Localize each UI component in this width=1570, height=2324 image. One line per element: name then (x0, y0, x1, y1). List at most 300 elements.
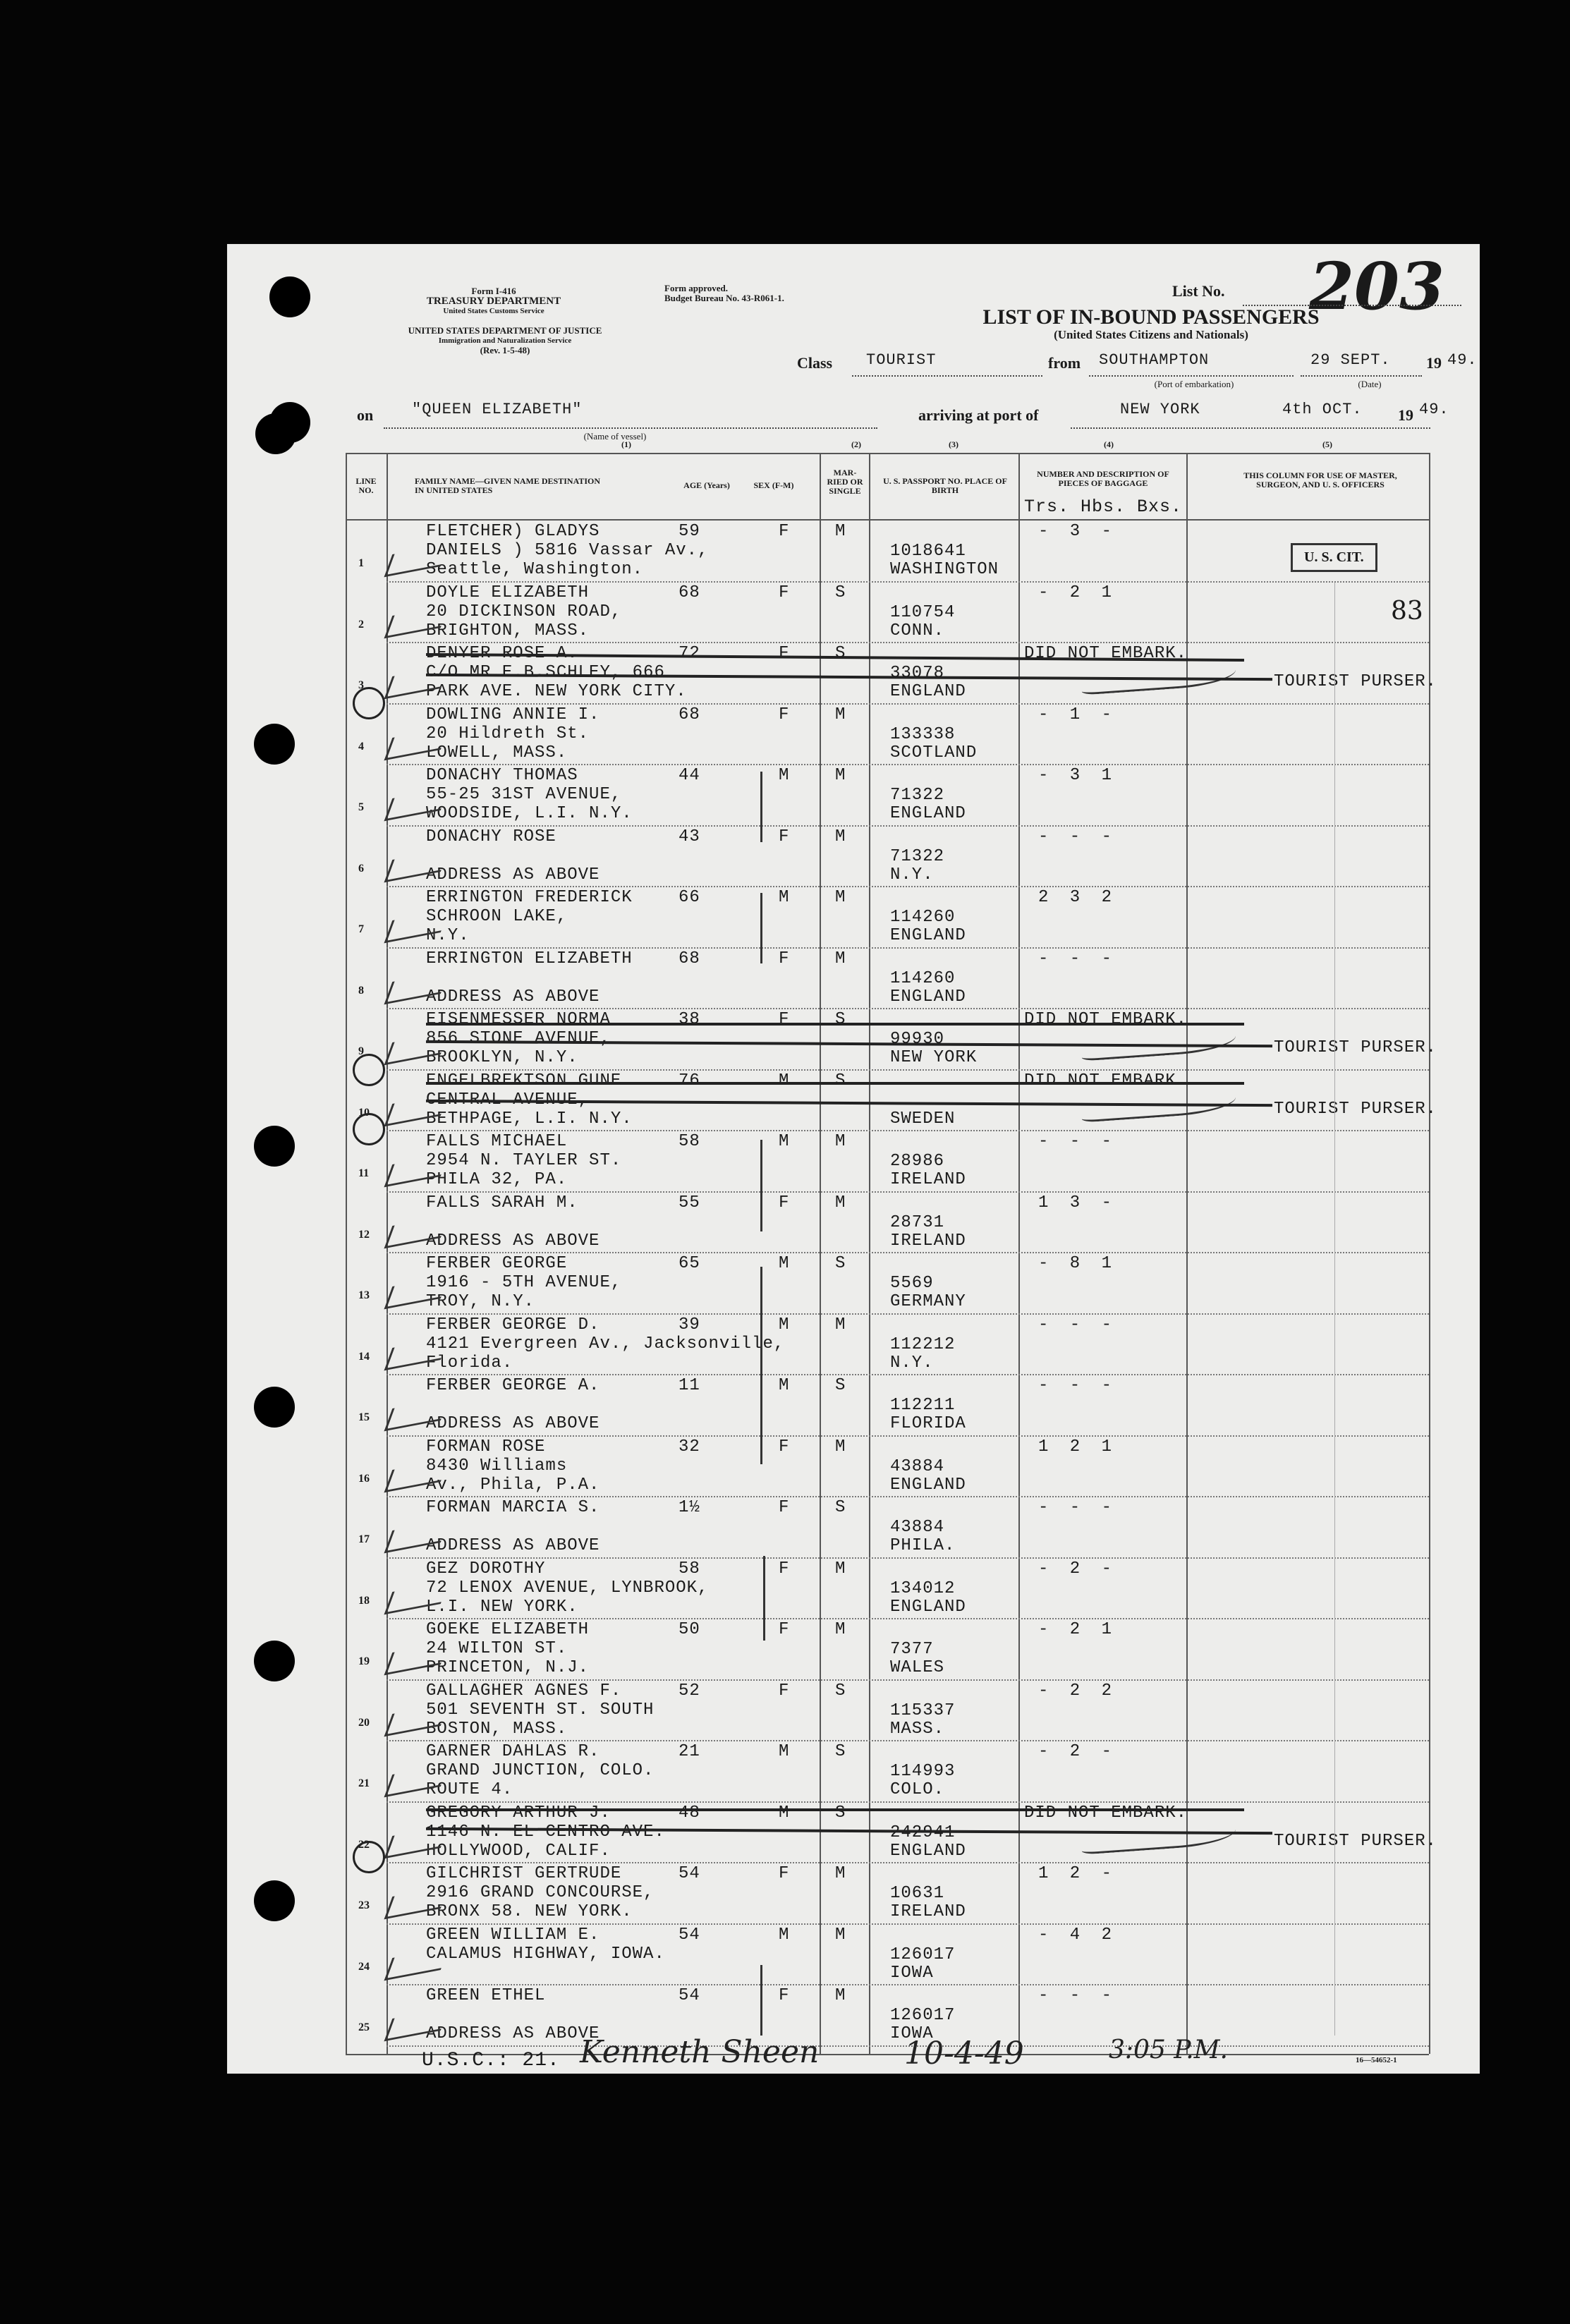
baggage-count: - 2 - (1038, 1742, 1118, 1761)
strike-line (426, 1808, 1244, 1811)
passenger-age: 68 (678, 583, 700, 602)
row-separator (387, 1557, 1429, 1559)
line-number: 15 (358, 1411, 370, 1423)
list-number: 203 (1309, 248, 1445, 324)
baggage-count: 2 3 2 (1038, 888, 1118, 907)
stamp-count: 83 (1391, 597, 1423, 626)
baggage-count: - - - (1038, 1376, 1118, 1395)
col-num-2: (2) (851, 439, 861, 449)
row-separator (387, 1374, 1429, 1375)
baggage-count: 1 3 - (1038, 1193, 1118, 1212)
did-not-embark-note: DID NOT EMBARK. (1024, 1010, 1188, 1029)
line-number: 20 (358, 1716, 370, 1729)
baggage-count: - - - (1038, 1315, 1118, 1334)
baggage-count: - 3 - (1038, 522, 1118, 541)
binder-hole (254, 1126, 295, 1167)
address-line: ADDRESS AS ABOVE (426, 2024, 600, 2043)
row-separator (387, 1679, 1429, 1681)
class-label: Class (797, 354, 833, 372)
purser-note: TOURIST PURSER. (1274, 1099, 1437, 1119)
passport-number: 7377 (890, 1640, 934, 1659)
line-number: 16 (358, 1472, 370, 1485)
vessel-caption: (Name of vessel) (583, 431, 647, 442)
address-line: 8430 Williams (426, 1456, 568, 1476)
col-num-1: (1) (621, 439, 631, 449)
year-prefix: 19 (1426, 354, 1442, 372)
passenger-age: 1½ (678, 1498, 700, 1517)
row-separator (387, 1740, 1429, 1741)
passenger-age: 11 (678, 1376, 700, 1395)
marital-status: M (835, 705, 846, 724)
passenger-age: 32 (678, 1437, 700, 1456)
officer-signature: Kenneth Sheen (580, 2034, 820, 2070)
passenger-name: DOYLE ELIZABETH (426, 583, 590, 602)
address-line: Seattle, Washington. (426, 560, 644, 579)
circled-line-number (353, 1838, 385, 1873)
place-of-birth: IRELAND (890, 1170, 966, 1189)
place-of-birth: MASS. (890, 1719, 945, 1739)
address-line: L.I. NEW YORK. (426, 1597, 578, 1617)
marital-status: S (835, 1803, 846, 1823)
passenger-sex: M (779, 1742, 790, 1761)
doj-text: UNITED STATES DEPARTMENT OF JUSTICE (408, 325, 602, 336)
ins-text: Immigration and Naturalization Service (438, 336, 572, 345)
passenger-sex: F (779, 583, 790, 602)
doj-block (350, 326, 660, 355)
passenger-age: 55 (678, 1193, 700, 1212)
binder-hole (254, 1387, 295, 1428)
place-of-birth: ENGLAND (890, 804, 966, 823)
baggage-count: - 2 1 (1038, 583, 1118, 602)
binder-hole (254, 724, 295, 765)
address-line: 2916 GRAND CONCOURSE, (426, 1883, 655, 1902)
ditto-mark (760, 772, 762, 842)
passenger-sex: F (779, 1620, 790, 1639)
passenger-sex: M (779, 1925, 790, 1945)
line-number: 22 (358, 1838, 370, 1851)
purser-note: TOURIST PURSER. (1274, 672, 1437, 691)
place-of-birth: WASHINGTON (890, 560, 999, 579)
table-header-rule (346, 519, 1429, 521)
passport-number: 28731 (890, 1212, 945, 1232)
line-number: 18 (358, 1594, 370, 1607)
passport-number: 71322 (890, 786, 945, 805)
passenger-name: FERBER GEORGE A. (426, 1376, 600, 1395)
line-number: 5 (358, 801, 364, 813)
marital-status: S (835, 1071, 846, 1090)
ditto-mark (760, 1965, 762, 2036)
address-line: SCHROON LAKE, (426, 907, 568, 926)
passenger-name: GALLAGHER AGNES F. (426, 1681, 622, 1701)
passenger-manifest-page (227, 244, 1480, 2074)
marital-status: M (835, 949, 846, 968)
passenger-sex: M (779, 1803, 790, 1823)
date-underline (1301, 375, 1422, 377)
address-line: 20 DICKINSON ROAD, (426, 602, 622, 621)
passenger-age: 68 (678, 949, 700, 968)
baggage-count: - 1 - (1038, 705, 1118, 724)
marital-status: M (835, 1925, 846, 1945)
address-line: BROOKLYN, N.Y. (426, 1048, 578, 1067)
passenger-age: 43 (678, 827, 700, 846)
passenger-name: DENYER ROSE A. (426, 644, 578, 663)
marital-status: M (835, 1864, 846, 1883)
place-of-birth: GERMANY (890, 1292, 966, 1311)
year2-prefix: 19 (1398, 406, 1413, 424)
baggage-count: 1 2 - (1038, 1864, 1118, 1883)
address-line: ADDRESS AS ABOVE (426, 987, 600, 1006)
passport-number: 242941 (890, 1823, 956, 1842)
marital-status: M (835, 1132, 846, 1151)
baggage-count: - 2 1 (1038, 1620, 1118, 1639)
line-number: 14 (358, 1350, 370, 1363)
row-separator (387, 1313, 1429, 1315)
line-number: 12 (358, 1228, 370, 1241)
row-separator (387, 1008, 1429, 1009)
ditto-mark (760, 1140, 762, 1231)
address-line: LOWELL, MASS. (426, 743, 568, 762)
passport-number: 10631 (890, 1884, 945, 1903)
address-line: CENTRAL AVENUE, (426, 1090, 590, 1109)
passport-number: 43884 (890, 1456, 945, 1476)
us-citizen-stamp: U. S. CIT. (1291, 543, 1377, 572)
passenger-name: FALLS MICHAEL (426, 1132, 568, 1151)
address-line: BRIGHTON, MASS. (426, 621, 590, 640)
place-of-birth: FLORIDA (890, 1414, 966, 1433)
passenger-age: 21 (678, 1742, 700, 1761)
passport-number: 114993 (890, 1762, 956, 1781)
header-officers: THIS COLUMN FOR USE OF MASTER, SURGEON, AND U. S. OFFICERS (1243, 470, 1397, 489)
place-of-birth: N.Y. (890, 865, 934, 884)
marital-status: S (835, 583, 846, 602)
passport-number: 5569 (890, 1274, 934, 1293)
did-not-embark-note: DID NOT EMBARK. (1024, 1803, 1188, 1823)
passenger-age: 44 (678, 766, 700, 785)
marital-status: M (835, 1193, 846, 1212)
passenger-sex: M (779, 1071, 790, 1090)
row-separator (387, 1191, 1429, 1193)
passenger-name: FALLS SARAH M. (426, 1193, 578, 1212)
revision-text: (Rev. 1-5-48) (480, 345, 530, 355)
pencil-margin-line (1334, 583, 1335, 2036)
passenger-sex: F (779, 1437, 790, 1456)
passenger-name: GOEKE ELIZABETH (426, 1620, 590, 1639)
passport-number: 110754 (890, 602, 956, 622)
line-number: 25 (358, 2021, 370, 2033)
strike-line (426, 1082, 1244, 1085)
address-line: 4121 Evergreen Av., Jacksonville, (426, 1334, 785, 1353)
header-line-no: LINE NO. (355, 476, 377, 495)
passenger-sex: M (779, 888, 790, 907)
marital-status: S (835, 644, 846, 663)
address-line: GRAND JUNCTION, COLO. (426, 1761, 655, 1780)
passport-number: 112211 (890, 1396, 956, 1415)
address-line: 72 LENOX AVENUE, LYNBROOK, (426, 1578, 709, 1598)
header-name: FAMILY NAME—GIVEN NAME DESTINATION IN UNITED STATES (415, 476, 601, 495)
address-line: 55-25 31ST AVENUE, (426, 785, 622, 804)
purser-note: TOURIST PURSER. (1274, 1038, 1437, 1057)
binder-hole (254, 1641, 295, 1681)
header-baggage-sub: Trs. Hbs. Bxs. (1024, 497, 1183, 517)
passport-number: 126017 (890, 2006, 956, 2025)
line-number: 10 (358, 1106, 370, 1119)
address-line: PARK AVE. NEW YORK CITY. (426, 682, 687, 701)
passenger-sex: F (779, 827, 790, 846)
arriving-label: arriving at port of (918, 406, 1039, 424)
marital-status: M (835, 888, 846, 907)
address-line: BRONX 58. NEW YORK. (426, 1902, 633, 1921)
row-separator (387, 1130, 1429, 1131)
vessel-underline (384, 427, 877, 429)
address-line: 20 Hildreth St. (426, 724, 590, 743)
passport-number: 112212 (890, 1334, 956, 1354)
passenger-sex: F (779, 1559, 790, 1578)
address-line: ROUTE 4. (426, 1780, 513, 1799)
passport-number: 71322 (890, 846, 945, 866)
place-of-birth: ENGLAND (890, 926, 966, 945)
marital-status: M (835, 1620, 846, 1639)
passenger-sex: F (779, 1010, 790, 1029)
passport-number: 114260 (890, 968, 956, 988)
baggage-count: - - - (1038, 827, 1118, 846)
place-of-birth: IOWA (890, 1963, 934, 1983)
line-number: 1 (358, 557, 364, 569)
line-number: 2 (358, 618, 364, 631)
signature-date: 10-4-49 (904, 2036, 1024, 2071)
passenger-name: EISENMESSER NORMA (426, 1010, 611, 1029)
row-separator (387, 1069, 1429, 1071)
passport-number: 134012 (890, 1578, 956, 1598)
passenger-age: 39 (678, 1315, 700, 1334)
passport-number: 114260 (890, 908, 956, 927)
passenger-name: ERRINGTON FREDERICK (426, 888, 633, 907)
marital-status: S (835, 1742, 846, 1761)
row-separator (387, 642, 1429, 643)
address-line: TROY, N.Y. (426, 1292, 535, 1311)
passenger-sex: M (779, 1254, 790, 1273)
header-baggage: NUMBER AND DESCRIPTION OF PIECES OF BAGGAGE (1037, 469, 1169, 488)
address-line: CALAMUS HIGHWAY, IOWA. (426, 1944, 665, 1964)
date-value: 29 SEPT. (1310, 351, 1391, 369)
passenger-name: FERBER GEORGE (426, 1254, 568, 1273)
passenger-sex: F (779, 644, 790, 663)
form-number (409, 286, 578, 316)
dept-sub-text: United States Customs Service (443, 307, 544, 315)
address-line: ADDRESS AS ABOVE (426, 1414, 600, 1433)
budget-bureau-text: Budget Bureau No. 43-R061-1. (664, 293, 784, 303)
passenger-age: 59 (678, 522, 700, 541)
usc-count: U.S.C.: 21. (422, 2050, 560, 2071)
circled-line-number (353, 687, 385, 719)
address-line: PHILA 32, PA. (426, 1170, 568, 1189)
col-divider (820, 453, 821, 2054)
baggage-count: - 2 2 (1038, 1681, 1118, 1701)
manifest-subtitle: (United States Citizens and Nationals) (1054, 328, 1248, 341)
passenger-sex: M (779, 1376, 790, 1395)
form-no-text: Form I-416 (471, 286, 516, 296)
col-divider (1429, 453, 1430, 2054)
row-separator (387, 1923, 1429, 1925)
passenger-sex: M (779, 1315, 790, 1334)
line-number: 3 (358, 679, 364, 691)
binder-hole (254, 1880, 295, 1921)
arrival-date: 4th OCT. (1282, 401, 1363, 418)
address-line: 1146 N. EL CENTRO AVE. (426, 1822, 665, 1842)
address-line: WOODSIDE, L.I. N.Y. (426, 804, 633, 823)
col-divider (869, 453, 870, 2054)
check-mark (384, 1947, 449, 1980)
line-number: 13 (358, 1289, 370, 1301)
row-separator (387, 1862, 1429, 1863)
class-value: TOURIST (866, 351, 937, 369)
passenger-sex: F (779, 1193, 790, 1212)
passenger-age: 65 (678, 1254, 700, 1273)
passenger-age: 54 (678, 1986, 700, 2005)
from-value: SOUTHAMPTON (1099, 351, 1210, 369)
baggage-count: - 3 1 (1038, 766, 1118, 785)
address-line: DANIELS ) 5816 Vassar Av., (426, 541, 709, 560)
passenger-age: 54 (678, 1864, 700, 1883)
place-of-birth: COLO. (890, 1780, 945, 1799)
baggage-count: 1 2 1 (1038, 1437, 1118, 1456)
passenger-age: 68 (678, 705, 700, 724)
place-of-birth: SCOTLAND (890, 743, 978, 762)
passenger-name: FORMAN ROSE (426, 1437, 546, 1456)
passenger-age: 48 (678, 1803, 700, 1823)
date-caption: (Date) (1358, 379, 1382, 389)
passenger-name: GREEN WILLIAM E. (426, 1925, 600, 1945)
address-line: 24 WILTON ST. (426, 1639, 568, 1658)
marital-status: M (835, 766, 846, 785)
line-number: 24 (358, 1960, 370, 1973)
ditto-mark (760, 1267, 762, 1464)
line-number: 23 (358, 1899, 370, 1911)
purser-note: TOURIST PURSER. (1274, 1831, 1437, 1851)
passenger-sex: M (779, 1132, 790, 1151)
col-divider (346, 453, 347, 2054)
row-separator (387, 1252, 1429, 1253)
passenger-name: FERBER GEORGE D. (426, 1315, 600, 1334)
line-number: 6 (358, 862, 364, 875)
line-number: 7 (358, 923, 364, 935)
passenger-sex: F (779, 949, 790, 968)
marital-status: S (835, 1681, 846, 1701)
on-label: on (357, 406, 374, 424)
place-of-birth: SWEDEN (890, 1109, 956, 1128)
row-separator (387, 1618, 1429, 1619)
address-line: HOLLYWOOD, CALIF. (426, 1841, 611, 1861)
place-of-birth: IRELAND (890, 1231, 966, 1251)
passenger-sex: F (779, 1986, 790, 2005)
row-separator (387, 1435, 1429, 1437)
place-of-birth: CONN. (890, 621, 945, 640)
marital-status: M (835, 1437, 846, 1456)
line-number: 9 (358, 1045, 364, 1057)
marital-status: S (835, 1376, 846, 1395)
marital-status: M (835, 1986, 846, 2005)
col-num-5: (5) (1322, 439, 1332, 449)
col-num-3: (3) (949, 439, 959, 449)
passenger-name: GREGORY ARTHUR J. (426, 1803, 611, 1823)
place-of-birth: ENGLAND (890, 682, 966, 701)
baggage-count: - - - (1038, 1986, 1118, 2005)
line-number: 21 (358, 1777, 370, 1789)
passenger-name: ERRINGTON ELIZABETH (426, 949, 633, 968)
address-line: ADDRESS AS ABOVE (426, 1536, 600, 1555)
baggage-count: - 2 - (1038, 1559, 1118, 1578)
address-line: BETHPAGE, L.I. N.Y. (426, 1109, 633, 1128)
form-approval (664, 284, 848, 303)
col-divider (1018, 453, 1020, 2054)
place-of-birth: ENGLAND (890, 1597, 966, 1617)
header-married: MAR-RIED OR SINGLE (827, 468, 863, 496)
marital-status: M (835, 522, 846, 541)
place-of-birth: IRELAND (890, 1902, 966, 1921)
passenger-name: FORMAN MARCIA S. (426, 1498, 600, 1517)
binder-hole (269, 276, 310, 317)
passenger-age: 66 (678, 888, 700, 907)
dept-text: TREASURY DEPARTMENT (426, 296, 561, 307)
passenger-name: GILCHRIST GERTRUDE (426, 1864, 622, 1883)
passenger-age: 54 (678, 1925, 700, 1945)
port-embark-caption: (Port of embarkation) (1154, 379, 1234, 389)
passport-number: 126017 (890, 1945, 956, 1964)
address-line: 1916 - 5TH AVENUE, (426, 1273, 622, 1292)
row-separator (387, 886, 1429, 887)
baggage-count: - - - (1038, 949, 1118, 968)
address-line: 2954 N. TAYLER ST. (426, 1151, 622, 1170)
address-line: Florida. (426, 1353, 513, 1373)
place-of-birth: NEW YORK (890, 1048, 978, 1067)
vessel-name: "QUEEN ELIZABETH" (412, 401, 583, 418)
signature-time: 3:05 P.M. (1109, 2036, 1228, 2064)
place-of-birth: PHILA. (890, 1536, 956, 1555)
passenger-sex: F (779, 1681, 790, 1701)
arrival-port: NEW YORK (1120, 401, 1200, 418)
circled-line-number (353, 1054, 385, 1086)
address-line: Av., Phila, P.A. (426, 1475, 600, 1495)
ditto-mark (763, 1556, 765, 1641)
arrival-underline (1071, 427, 1430, 429)
address-line: 501 SEVENTH ST. SOUTH (426, 1700, 655, 1720)
header-age: AGE (Years) (683, 480, 730, 490)
passenger-age: 72 (678, 644, 700, 663)
address-line: 856 STONE AVENUE, (426, 1029, 611, 1048)
circled-line-number (353, 1113, 385, 1145)
passenger-name: DONACHY THOMAS (426, 766, 578, 785)
print-code: 16—54652-1 (1356, 2056, 1397, 2064)
class-underline (852, 375, 1042, 377)
passenger-name: GREEN ETHEL (426, 1986, 546, 2005)
row-separator (387, 581, 1429, 583)
row-separator (387, 825, 1429, 827)
did-not-embark-note: DID NOT EMBARK. (1024, 644, 1188, 663)
passenger-age: 58 (678, 1559, 700, 1578)
passenger-age: 76 (678, 1071, 700, 1090)
approved-text: Form approved. (664, 283, 729, 293)
line-number: 11 (358, 1167, 370, 1179)
passenger-sex: F (779, 705, 790, 724)
address-line: BOSTON, MASS. (426, 1719, 568, 1739)
marital-status: M (835, 1559, 846, 1578)
place-of-birth: N.Y. (890, 1353, 934, 1373)
marital-status: M (835, 1315, 846, 1334)
place-of-birth: ENGLAND (890, 1475, 966, 1495)
marital-status: S (835, 1254, 846, 1273)
table-top-rule (346, 453, 1429, 454)
row-separator (387, 1496, 1429, 1497)
line-number: 19 (358, 1655, 370, 1667)
